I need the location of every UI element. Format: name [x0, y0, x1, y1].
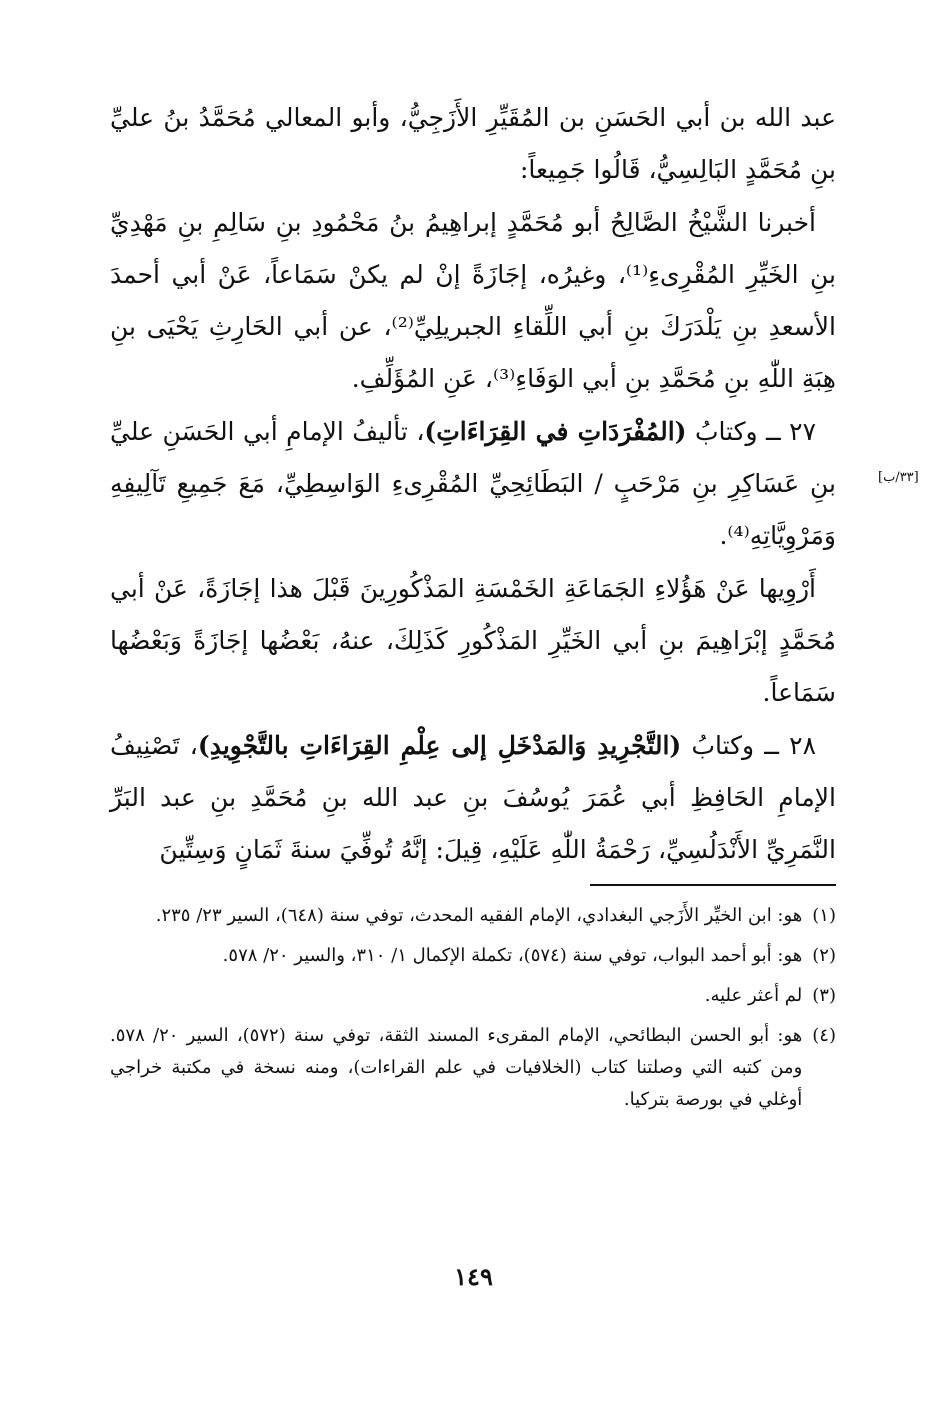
footnote-3: [110, 980, 836, 1012]
footnotes-section: [110, 900, 836, 1124]
paragraph-2: أخبرنا الشَّيْخُ الصَّالِحُ أبو مُحَمَّدٍ إبراهِيمُ بنُ مَحْمُودِ بنِ سَالِمِ بنِ مَهْدِيِّ بنِ الخَيِّرِ المُقْرِىءِ⁽¹⁾، وغيرُه، إجَازَةً إنْ لم يكنْ سَمَاعاً، عَنْ أبي أحمدَ الأسعدِ بنِ يَلْدَرَكَ بنِ أبي اللِّقاءِ الجبريلِيِّ⁽²⁾، عن أبي الحَارِثِ يَحْيَى بنِ هِبَةِ اللّٰهِ بنِ مُحَمَّدِ بنِ أبي الوَفَاءِ⁽³⁾، عَنِ المُؤَلِّفِ.: [110, 207, 836, 394]
entry-27-description: ، تأليفُ الإمامِ أبي الحَسَنِ عليِّ بنِ عَسَاكِرِ بنِ مَرْحَبٍ / البَطَائِحِيِّ المُقْرِىءِ الوَاسِطِيِّ، مَعَ جَمِيعِ تَآلِيفِهِ وَمَرْوِيَّاتِهِ⁽⁴⁾.: [110, 416, 836, 551]
paragraph-5-entry-28: [110, 720, 836, 877]
footnote-1: [110, 900, 836, 932]
paragraph-3-entry-27: [110, 406, 836, 563]
entry-number-28: ٢٨ ــ وكتابُ: [681, 730, 817, 760]
footnote-text: لم أعثر عليه.: [704, 985, 803, 1006]
footnote-2: [110, 940, 836, 972]
book-title-tajrid: (التَّجْرِيدِ وَالمَدْخَلِ إلى عِلْمِ القِرَاءَاتِ بالتَّجْوِيدِ): [197, 730, 682, 760]
entry-28-description: ، تَصْنِيفُ الإمامِ الحَافِظِ أبي عُمَرَ يُوسُفَ بنِ عبد الله بنِ مُحَمَّدِ بنِ عبد البَرِّ النَّمَرِيِّ الأَنْدَلُسِيِّ، رَحْمَةُ اللّٰهِ عَلَيْهِ، قِيلَ: إنَّهُ تُوفِّيَ سنةَ ثَمَانٍ وَسِتِّينَ: [110, 730, 836, 865]
footnote-text: هو: أبو الحسن البطائحي، الإمام المقرىء المسند الثقة، توفي سنة (٥٧٢)، السير ٢٠/ ٥٧٨. ومن كتبه التي وصلتنا كتاب (الخلافيات في علم القراءات)، ومنه نسخة في مكتبة خراجي أوغلي في بورصة بتركيا.: [110, 1025, 803, 1110]
footnote-text: هو: أبو أحمد البواب، توفي سنة (٥٧٤)، تكملة الإكمال ١/ ٣١٠، والسير ٢٠/ ٥٧٨.: [222, 945, 803, 966]
paragraph-4: أَرْوِيها عَنْ هَؤُلاءِ الجَمَاعَةِ الخَمْسَةِ المَذْكُورِينَ قَبْلَ هذا إجَازَةً، عَنْ أبي مُحَمَّدٍ إبْرَاهِيمَ بنِ أبي الخَيِّرِ المَذْكُورِ كَذَلِكَ، عنهُ، بَعْضُها إجَازَةً وَبَعْضُها سَمَاعاً.: [110, 573, 836, 708]
footnote-number: (١): [812, 905, 836, 926]
footnote-text: هو: ابن الخيِّر الأَزَجي البغدادي، الإمام الفقيه المحدث، توفي سنة (٦٤٨)، السير ٢٣/ ٢٣٥.: [155, 905, 803, 926]
entry-number-27: ٢٧ ــ وكتابُ: [686, 416, 817, 446]
paragraph-1: عبد الله بن أبي الحَسَنِ بن المُقَيِّرِ الأَزَجِيُّ، وأبو المعالي مُحَمَّدُ بنُ عليِّ بنِ مُحَمَّدٍ البَالِسِيُّ، قَالُوا جَمِيعاً:: [110, 103, 836, 185]
footnote-number: (٢): [812, 945, 836, 966]
main-text-body: [110, 92, 836, 876]
manuscript-folio-marker: [٣٣/ب]: [878, 470, 919, 485]
footnote-4: [110, 1020, 836, 1116]
book-title-mufradat: (المُفْرَدَاتِ في القِرَاءَاتِ): [424, 416, 687, 446]
footnote-number: (٤): [812, 1025, 836, 1046]
page-number: ١٤٩: [454, 1262, 493, 1291]
footnote-divider: [590, 884, 836, 886]
footnote-number: (٣): [812, 985, 836, 1006]
